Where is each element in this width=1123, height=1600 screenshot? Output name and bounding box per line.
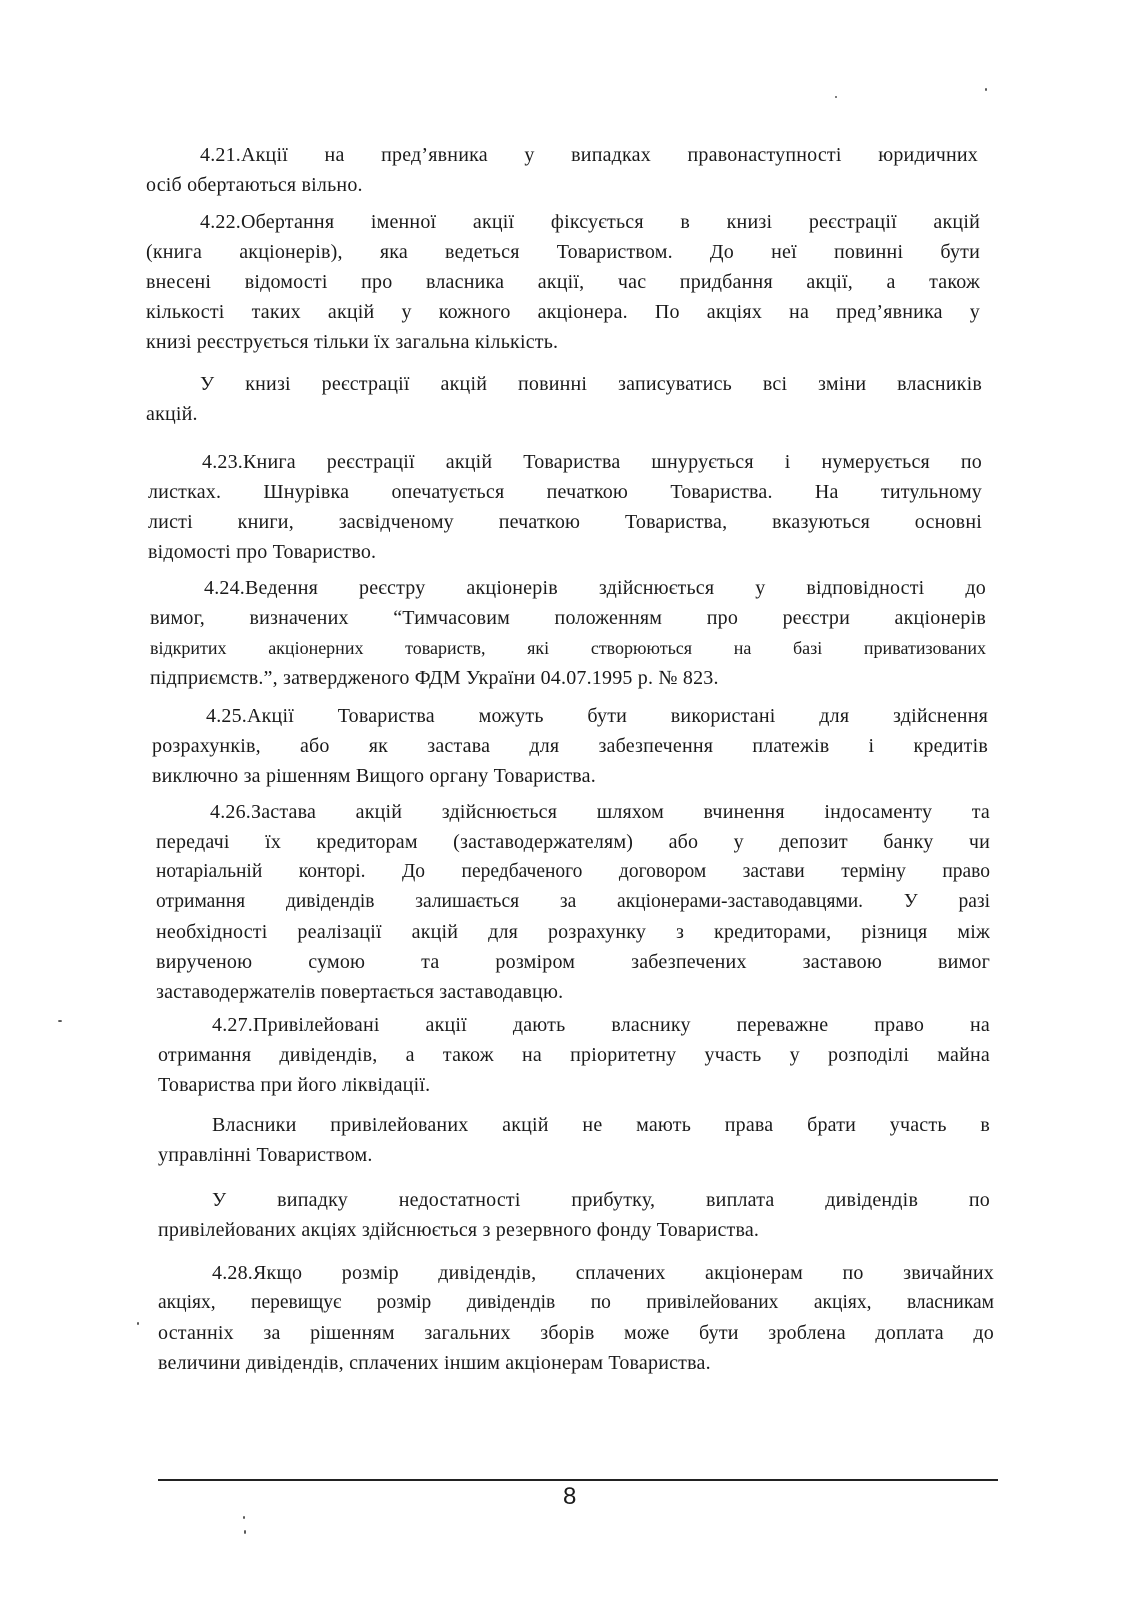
text-line: внесені відомості про власника акції, час придбання акції, а також	[146, 271, 980, 293]
scan-speck	[835, 96, 837, 98]
text-line: відомості про Товариство.	[148, 541, 377, 563]
text-line: 4.25.Акції Товариства можуть бути використані для здійснення	[206, 705, 988, 727]
text-line: Товариства при його ліквідації.	[158, 1074, 431, 1096]
text-line: (книга акціонерів), яка ведеться Товариством. До неї повинні бути	[146, 241, 980, 263]
text-line: необхідності реалізації акцій для розрахунку з кредиторами, різниця між	[156, 921, 990, 943]
text-line: Власники привілейованих акцій не мають права брати участь в	[212, 1114, 990, 1136]
text-line: відкритих акціонерних товариств, які створюються на базі приватизованих	[150, 638, 986, 658]
text-line: осіб обертаються вільно.	[146, 174, 363, 196]
text-line: 4.22.Обертання іменної акції фіксується в книзі реєстрації акцій	[200, 211, 980, 233]
paragraph-4-22-register-changes	[146, 369, 982, 429]
text-line: У випадку недостатності прибутку, виплата дивідендів по	[212, 1189, 990, 1211]
text-line: 4.21.Акції на пред’явника у випадках правонаступності юридичних	[200, 144, 978, 166]
paragraph-4-28	[158, 1258, 994, 1378]
text-line: нотаріальній конторі. До передбаченого договором застави терміну право	[156, 861, 990, 882]
text-line: вимог, визначених “Тимчасовим положенням про реєстри акціонерів	[150, 607, 986, 629]
text-line: отримання дивідендів, а також на пріоритетну участь у розподілі майна	[158, 1044, 990, 1066]
text-line: привілейованих акціях здійснюється з резервного фонду Товариства.	[158, 1219, 760, 1241]
text-line: заставодержателів повертається заставодавцю.	[156, 981, 564, 1003]
footer-divider	[158, 1479, 998, 1481]
scan-speck	[58, 1020, 62, 1022]
paragraph-4-27	[158, 1010, 990, 1100]
paragraph-4-22	[146, 207, 980, 357]
text-line: 4.27.Привілейовані акції дають власнику переважне право на	[212, 1014, 990, 1036]
text-line: підприємств.”, затвердженого ФДМ України 04.07.1995 р. № 823.	[150, 667, 719, 689]
paragraph-4-23	[148, 447, 982, 567]
scan-speck	[244, 1530, 246, 1534]
paragraph-4-25	[152, 701, 988, 791]
text-line: кількості таких акцій у кожного акціонера. По акціях на пред’явника у	[146, 301, 980, 323]
text-line: листі книги, засвідченому печаткою Товариства, вказуються основні	[148, 511, 982, 533]
text-line: 4.23.Книга реєстрації акцій Товариства шнурується і нумерується по	[202, 451, 982, 473]
page-number: 8	[563, 1483, 577, 1510]
paragraph-4-27-preferred-owners	[158, 1110, 990, 1170]
text-line: У книзі реєстрації акцій повинні записуватись всі зміни власників	[200, 373, 982, 395]
paragraph-4-26	[156, 797, 990, 1007]
paragraph-4-21	[146, 140, 978, 200]
scan-speck	[137, 1322, 139, 1325]
text-line: 4.28.Якщо розмір дивідендів, сплачених акціонерам по звичайних	[212, 1262, 994, 1284]
paragraph-4-24	[150, 573, 986, 693]
text-line: акцій.	[146, 403, 198, 425]
text-line: 4.24.Ведення реєстру акціонерів здійснюється у відповідності до	[204, 577, 986, 599]
text-line: 4.26.Застава акцій здійснюється шляхом вчинення індосаменту та	[210, 801, 990, 823]
paragraph-4-27-reserve-fund	[158, 1185, 990, 1245]
text-line: розрахунків, або як застава для забезпечення платежів і кредитів	[152, 735, 988, 757]
scan-speck	[243, 1516, 245, 1519]
text-line: отримання дивідендів залишається за акціонерами-заставодавцями. У разі	[156, 891, 990, 912]
text-line: акціях, перевищує розмір дивідендів по привілейованих акціях, власникам	[158, 1292, 994, 1313]
text-line: величини дивідендів, сплачених іншим акціонерам Товариства.	[158, 1352, 711, 1374]
text-line: книзі реєструється тільки їх загальна кількість.	[146, 331, 559, 353]
text-line: виключно за рішенням Вищого органу Товариства.	[152, 765, 596, 787]
text-line: передачі їх кредиторам (заставодержателям) або у депозит банку чи	[156, 831, 990, 853]
scan-speck	[985, 88, 987, 91]
text-line: останніх за рішенням загальних зборів може бути зроблена доплата до	[158, 1322, 994, 1344]
text-line: листках. Шнурівка опечатується печаткою Товариства. На титульному	[148, 481, 982, 503]
text-line: виручeною сумою та розміром забезпечених заставою вимог	[156, 951, 990, 973]
text-line: управлінні Товариством.	[158, 1144, 373, 1166]
